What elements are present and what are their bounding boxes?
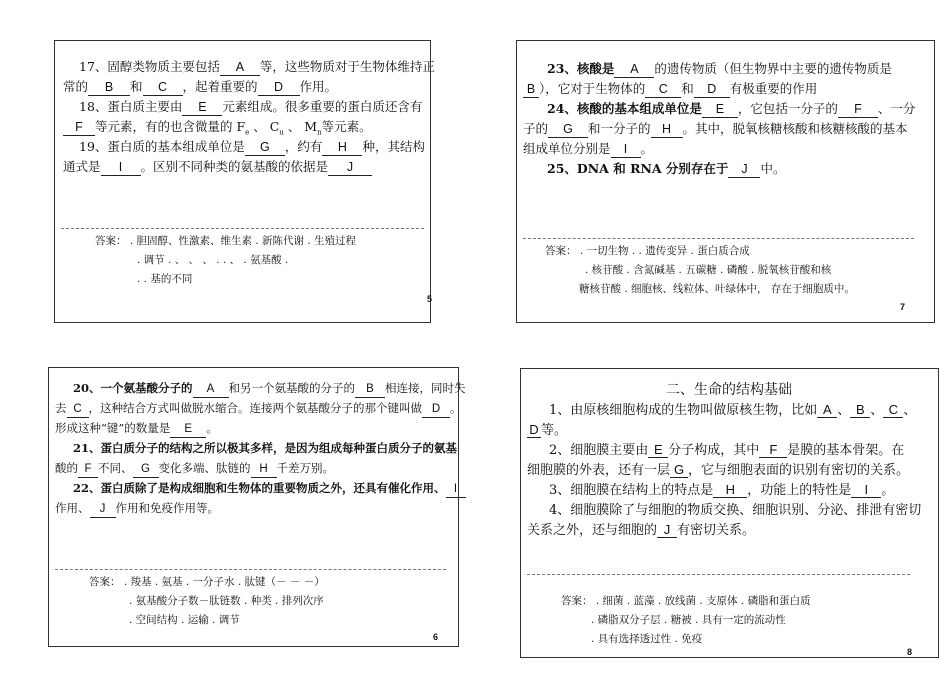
blank-a: A bbox=[614, 62, 654, 78]
question-23-line-2: B ），它对于生物体的 C 和 D 有极重要的作用 bbox=[523, 79, 817, 99]
question-18-line-1: 18、蛋白质主要由 E 元素组成。很多重要的蛋白质还含有 bbox=[79, 99, 423, 114]
question-24-line-1: 24、核酸的基本组成单位是 E ，它包括一分子的 F 、一分 bbox=[547, 101, 916, 116]
blank-e: E bbox=[648, 442, 668, 458]
answer-line-3: . 具有选择透过性 . 免疫 bbox=[591, 633, 703, 645]
question-21-line-1: 21、蛋白质分子的结构之所以极其多样，是因为组成每种蛋白质分子的氨基 bbox=[73, 441, 457, 455]
question-4-line-2: 关系之外，还与细胞的 J 有密切关系。 bbox=[527, 522, 756, 538]
blank-d: D bbox=[258, 80, 300, 96]
blank-c: C bbox=[143, 80, 183, 96]
blank-i: I bbox=[446, 482, 466, 498]
blank-b: B bbox=[88, 80, 130, 96]
question-17-line-2: 常的 B 和 C ，起着重要的 D 作用。 bbox=[63, 79, 338, 94]
divider bbox=[61, 228, 424, 229]
answer-line-2: . 调节 . 、 、 、 . . 、 . 氨基酸 . bbox=[137, 254, 289, 266]
question-23-line-1: 23、核酸是 A 的遗传物质（但生物界中主要的遗传物质是 bbox=[547, 61, 892, 76]
card-page-8 bbox=[520, 368, 939, 658]
blank-f: F bbox=[838, 102, 878, 118]
page-number: 8 bbox=[907, 647, 913, 657]
answer-line-3: 糖核苷酸 . 细胞核、线粒体、叶绿体中， 存在于细胞质中。 bbox=[579, 283, 855, 295]
question-2-line-2: 细胞膜的外表，还有一层 G ，它与细胞表面的识别有密切的关系。 bbox=[527, 462, 910, 478]
blank-b: B bbox=[850, 402, 870, 418]
blank-f: F bbox=[759, 442, 787, 458]
question-19-line-1: 19、蛋白质的基本组成单位是 G ，约有 H 种，其结构 bbox=[79, 139, 425, 154]
blank-h: H bbox=[651, 122, 683, 138]
question-25: 25、DNA 和 RNA 分别存在于 J 中。 bbox=[547, 161, 786, 176]
question-3: 3、细胞膜在结构上的特点是 H ，功能上的特性是 I 。 bbox=[549, 482, 895, 498]
answer-line-2: . 氨基酸分子数－肽链数 . 种类 . 排列次序 bbox=[129, 595, 324, 607]
card-page-5 bbox=[54, 40, 435, 323]
answer-line-1: 答案： . 胆固醇、性激素、维生素 . 新陈代谢 . 生殖过程 bbox=[95, 235, 357, 247]
page-number: 5 bbox=[427, 294, 433, 304]
blank-i: I bbox=[851, 482, 881, 498]
blank-b: B bbox=[355, 382, 385, 398]
blank-f: F bbox=[78, 462, 98, 478]
blank-c: C bbox=[67, 402, 89, 418]
blank-h: H bbox=[713, 482, 747, 498]
blank-h: H bbox=[251, 462, 277, 478]
page-number: 6 bbox=[433, 632, 439, 642]
blank-f: F bbox=[63, 120, 95, 136]
page-number: 7 bbox=[900, 302, 906, 312]
blank-a: A bbox=[220, 60, 260, 76]
divider bbox=[55, 569, 446, 570]
question-22-line-1: 22、蛋白质除了是构成细胞和生物体的重要物质之外，还具有催化作用、 I bbox=[73, 478, 466, 498]
blank-d: D bbox=[422, 402, 450, 418]
question-19-line-2: 通式是 I 。区别不同种类的氨基酸的依据是 J bbox=[63, 157, 372, 177]
blank-j: J bbox=[328, 160, 372, 176]
blank-g: G bbox=[670, 462, 688, 478]
answer-line-3: . . 基的不同 bbox=[137, 273, 193, 285]
blank-i: I bbox=[101, 160, 141, 176]
blank-g: G bbox=[133, 462, 159, 478]
question-2-line-1: 2、细胞膜主要由 E 分子构成，其中 F 是膜的基本骨架。在 bbox=[549, 442, 905, 458]
blank-e: E bbox=[702, 102, 738, 118]
answer-line-1: 答案： . 细菌 . 蓝藻 . 放线菌 . 支原体 . 磷脂和蛋白质 bbox=[561, 595, 811, 607]
blank-a: A bbox=[193, 382, 229, 398]
blank-b: B bbox=[523, 82, 539, 98]
blank-j: J bbox=[728, 162, 760, 178]
question-20-line-3: 形成这种“键”的数量是 E 。 bbox=[55, 418, 218, 438]
card-page-7 bbox=[516, 40, 935, 323]
question-4-line-1: 4、细胞膜除了与细胞的物质交换、细胞识别、分泌、排泄有密切 bbox=[549, 503, 922, 518]
answer-line-2: . 磷脂双分子层 . 糖被 . 具有一定的流动性 bbox=[591, 614, 786, 626]
divider bbox=[523, 238, 914, 239]
question-1-line-1: 1、由原核细胞构成的生物叫做原核生物，比如 A 、 B 、 C 、 bbox=[549, 402, 917, 418]
blank-g: G bbox=[548, 122, 588, 138]
question-18-line-2: F 等元素，有的也含微量的 $F_e$ 、 $C_u$ 、 $M_n$等元素。 bbox=[63, 117, 372, 143]
question-1-line-2: D 等。 bbox=[527, 421, 567, 441]
question-17-line-1: 17、固醇类物质主要包括 A 等，这些物质对于生物体维持正 bbox=[79, 59, 435, 74]
blank-g: G bbox=[245, 140, 285, 156]
question-24-line-3: 组成单位分别是 I 。 bbox=[523, 141, 654, 156]
answer-line-1: 答案： . 一切生物 . . 遗传变异 . 蛋白质合成 bbox=[545, 245, 750, 257]
question-24-line-2: 子的 G 和一分子的 H 。其中，脱氧核糖核酸和核糖核酸的基本 bbox=[523, 121, 908, 136]
blank-h: H bbox=[322, 140, 362, 156]
blank-e: E bbox=[182, 100, 222, 116]
blank-i: I bbox=[611, 142, 641, 158]
divider bbox=[527, 574, 910, 575]
question-20-line-2: 去 C ，这种结合方式叫做脱水缩合。连接两个氨基酸分子的那个键叫做 D 。 bbox=[55, 398, 462, 418]
blank-d: D bbox=[527, 422, 541, 438]
blank-c: C bbox=[883, 402, 903, 418]
answer-line-2: . 核苷酸 . 含氮碱基 . 五碳糖 . 磷酸 . 脱氧核苷酸和核 bbox=[585, 264, 832, 276]
blank-j: J bbox=[657, 522, 677, 538]
blank-e: E bbox=[170, 422, 206, 438]
answer-line-3: . 空间结构 . 运输 . 调节 bbox=[129, 614, 240, 626]
blank-d: D bbox=[694, 82, 730, 98]
section-title: 二、生命的结构基础 bbox=[666, 382, 792, 398]
blank-j: J bbox=[90, 502, 116, 518]
question-21-line-2: 酸的 F 不同、 G 变化多端、肽链的 H 千差万别。 bbox=[55, 458, 334, 478]
question-22-line-2: 作用、 J 作用和免疫作用等。 bbox=[55, 498, 219, 518]
question-20-line-1: 20、一个氨基酸分子的 A 和另一个氨基酸的分子的 B 相连接，同时失 bbox=[73, 378, 466, 398]
card-page-6 bbox=[48, 367, 466, 647]
blank-c: C bbox=[645, 82, 681, 98]
blank-a: A bbox=[817, 402, 837, 418]
answer-line-1: 答案： . 羧基 . 氨基 . 一分子水 . 肽键（－ － －） bbox=[89, 576, 325, 588]
